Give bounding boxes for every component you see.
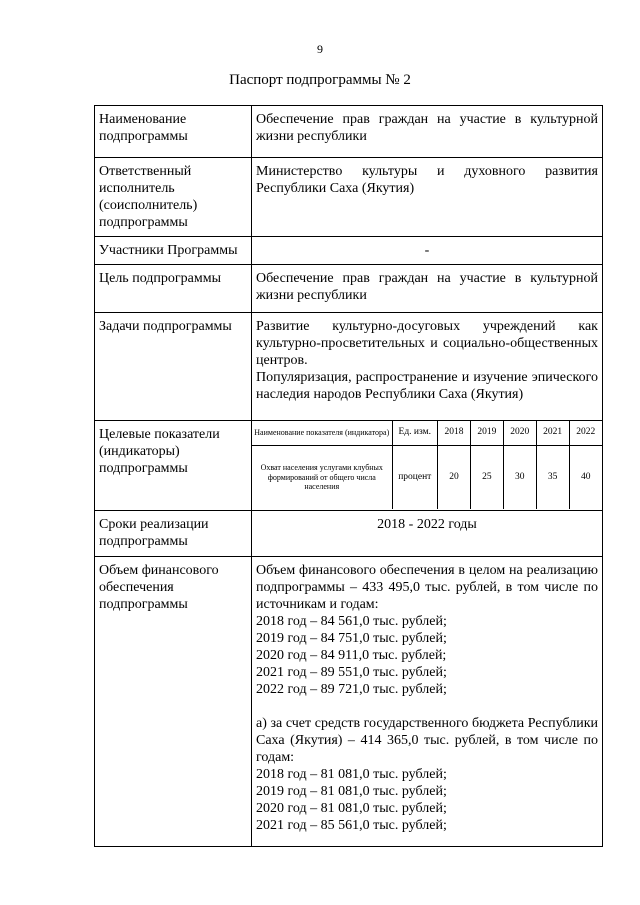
table-row: [95, 237, 603, 265]
indicator-header-unit: Ед. изм.: [392, 421, 437, 446]
funding-year-line: 2020 год – 84 911,0 тыс. рублей;: [256, 648, 447, 663]
task-item: Развитие культурно-досуговых учреждений как культурно-просветительных и социально-общественных центров.: [256, 319, 598, 368]
row-label: Наименование подпрограммы: [95, 106, 252, 158]
table-row: [95, 421, 603, 511]
indicator-value: 35: [536, 446, 569, 509]
row-label: Задачи подпрограммы: [95, 313, 252, 421]
indicator-header-year: 2019: [470, 421, 503, 446]
row-label: Объем финансового обеспечения подпрограммы: [95, 557, 252, 847]
indicator-value: 25: [470, 446, 503, 509]
indicator-value: 20: [438, 446, 471, 509]
funding-year-line: 2019 год – 81 081,0 тыс. рублей;: [256, 784, 447, 799]
row-label: Сроки реализации подпрограммы: [95, 511, 252, 557]
row-label: Цель подпрограммы: [95, 265, 252, 313]
indicator-value: 40: [569, 446, 602, 509]
indicator-unit: процент: [392, 446, 437, 509]
row-label: Участники Программы: [95, 237, 252, 265]
indicator-header-year: 2022: [569, 421, 602, 446]
table-row: [95, 265, 603, 313]
funding-year-line: 2019 год – 84 751,0 тыс. рублей;: [256, 631, 447, 646]
row-label: Целевые показатели (индикаторы) подпрограммы: [95, 421, 252, 511]
passport-table: [94, 105, 603, 847]
funding-year-line: 2022 год – 89 721,0 тыс. рублей;: [256, 682, 447, 697]
table-row: [95, 106, 603, 158]
page-number: 9: [317, 42, 323, 56]
indicators-data-row: [252, 446, 602, 509]
table-row: [95, 511, 603, 557]
funding-intro: Объем финансового обеспечения в целом на реализацию подпрограммы – 433 495,0 тыс. рублей, в том числе по источникам и годам:: [256, 563, 598, 612]
indicator-header-year: 2018: [438, 421, 471, 446]
funding-year-line: 2021 год – 89 551,0 тыс. рублей;: [256, 665, 447, 680]
row-value: Обеспечение прав граждан на участие в культурной жизни республики: [252, 106, 603, 158]
indicator-header-year: 2021: [536, 421, 569, 446]
row-value: 2018 - 2022 годы: [252, 511, 603, 557]
spacer: [256, 698, 598, 715]
funding-cell: [252, 557, 603, 847]
indicator-header-name: Наименование показателя (индикатора): [252, 421, 392, 446]
indicator-name: Охват населения услугами клубных формирований от общего числа населения: [252, 446, 392, 509]
row-value: -: [252, 237, 603, 265]
row-value: Министерство культуры и духовного развития Республики Саха (Якутия): [252, 158, 603, 237]
table-row: [95, 158, 603, 237]
funding-source-intro: а) за счет средств государственного бюджета Республики Саха (Якутия) – 414 365,0 тыс. рублей, в том числе по годам:: [256, 716, 598, 765]
indicators-cell: [252, 421, 603, 511]
indicator-header-year: 2020: [503, 421, 536, 446]
row-value: [252, 313, 603, 421]
table-row: [95, 557, 603, 847]
row-label: Ответственный исполнитель (соисполнитель) подпрограммы: [95, 158, 252, 237]
funding-year-line: 2018 год – 81 081,0 тыс. рублей;: [256, 767, 447, 782]
document-title: Паспорт подпрограммы № 2: [229, 72, 411, 88]
row-value: Обеспечение прав граждан на участие в культурной жизни республики: [252, 265, 603, 313]
funding-year-line: 2021 год – 85 561,0 тыс. рублей;: [256, 818, 447, 833]
task-item: Популяризация, распространение и изучение эпического наследия народов Республики Саха (Якутия): [256, 370, 598, 402]
table-row: [95, 313, 603, 421]
funding-year-line: 2018 год – 84 561,0 тыс. рублей;: [256, 614, 447, 629]
indicators-header-row: [252, 421, 602, 446]
funding-year-line: 2020 год – 81 081,0 тыс. рублей;: [256, 801, 447, 816]
indicators-table: [252, 421, 602, 509]
indicator-value: 30: [503, 446, 536, 509]
